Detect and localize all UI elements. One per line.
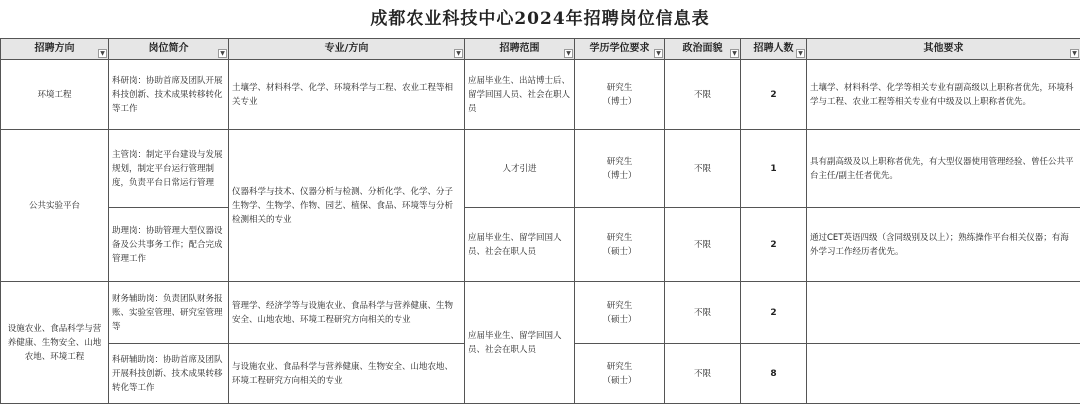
header-label: 学历学位要求	[589, 43, 650, 54]
count-cell[interactable]: 8	[741, 344, 807, 404]
header-label: 岗位简介	[148, 43, 189, 54]
scope-cell[interactable]: 应届毕业生、留学回国人员、社会在职人员	[465, 208, 575, 282]
count-cell[interactable]: 2	[741, 208, 807, 282]
header-intro[interactable]	[109, 39, 229, 60]
degree-level: 研究生	[606, 82, 633, 93]
intro-cell[interactable]: 科研岗：协助首席及团队开展科技创新、技术成果转移转化等工作	[109, 60, 229, 130]
degree-type: （硕士）	[602, 246, 637, 257]
filter-dropdown-icon[interactable]: ▼	[454, 49, 463, 58]
header-label: 招聘人数	[753, 43, 794, 54]
intro-cell[interactable]: 主管岗：制定平台建设与发展规划，制定平台运行管理制度，负责平台日常运行管理	[109, 130, 229, 208]
scope-cell[interactable]: 应届毕业生、留学回国人员、社会在职人员	[465, 282, 575, 404]
degree-cell[interactable]	[575, 208, 665, 282]
header-count[interactable]	[741, 39, 807, 60]
degree-type: （硕士）	[602, 375, 637, 386]
recruitment-table	[0, 38, 1080, 404]
intro-cell[interactable]: 科研辅助岗：协助首席及团队开展科技创新、技术成果转移转化等工作	[109, 344, 229, 404]
direction-cell[interactable]: 公共实验平台	[1, 130, 109, 282]
degree-cell[interactable]	[575, 344, 665, 404]
filter-dropdown-icon[interactable]: ▼	[1070, 49, 1079, 58]
header-label: 专业/方向	[324, 43, 369, 54]
header-major[interactable]	[229, 39, 465, 60]
header-label: 招聘范围	[499, 43, 540, 54]
count-cell[interactable]: 1	[741, 130, 807, 208]
degree-type: （博士）	[602, 170, 637, 181]
header-other[interactable]	[807, 39, 1080, 60]
header-label: 政治面貌	[682, 43, 723, 54]
degree-cell[interactable]	[575, 282, 665, 344]
major-cell[interactable]: 土壤学、材料科学、化学、环境科学与工程、农业工程等相关专业	[229, 60, 465, 130]
header-direction[interactable]	[1, 39, 109, 60]
degree-cell[interactable]	[575, 60, 665, 130]
major-cell[interactable]: 仪器科学与技术、仪器分析与检测、分析化学、化学、分子生物学、生物学、作物、园艺、植保、食品、环境等与分析检测相关的专业	[229, 130, 465, 282]
other-cell[interactable]: 土壤学、材料科学、化学等相关专业有副高级以上职称者优先，环境科学与工程、农业工程等相关专业有中级及以上职称者优先。	[807, 60, 1080, 130]
header-label: 其他要求	[923, 43, 964, 54]
major-cell[interactable]: 管理学、经济学等与设施农业、食品科学与营养健康、生物安全、山地农地、环境工程研究方向相关的专业	[229, 282, 465, 344]
political-cell[interactable]: 不限	[665, 282, 741, 344]
major-cell[interactable]: 与设施农业、食品科学与营养健康、生物安全、山地农地、环境工程研究方向相关的专业	[229, 344, 465, 404]
table-row	[1, 130, 1080, 208]
degree-type: （博士）	[602, 96, 637, 107]
filter-dropdown-icon[interactable]: ▼	[564, 49, 573, 58]
other-cell[interactable]: 通过CET英语四级（含同级别及以上）；熟练操作平台相关仪器；有海外学习工作经历者优先。	[807, 208, 1080, 282]
degree-level: 研究生	[606, 156, 633, 167]
table-header-row	[1, 39, 1080, 60]
political-cell[interactable]: 不限	[665, 208, 741, 282]
political-cell[interactable]: 不限	[665, 344, 741, 404]
table-row	[1, 60, 1080, 130]
intro-cell[interactable]: 助理岗：协助管理大型仪器设备及公共事务工作；配合完成管理工作	[109, 208, 229, 282]
other-cell[interactable]: 具有副高级及以上职称者优先，有大型仪器使用管理经验、曾任公共平台主任/副主任者优先。	[807, 130, 1080, 208]
count-cell[interactable]: 2	[741, 60, 807, 130]
filter-dropdown-icon[interactable]: ▼	[730, 49, 739, 58]
header-label: 招聘方向	[34, 43, 75, 54]
filter-dropdown-icon[interactable]: ▼	[98, 49, 107, 58]
header-degree[interactable]	[575, 39, 665, 60]
political-cell[interactable]: 不限	[665, 60, 741, 130]
degree-level: 研究生	[606, 300, 633, 311]
other-cell[interactable]	[807, 282, 1080, 344]
header-scope[interactable]	[465, 39, 575, 60]
filter-dropdown-icon[interactable]: ▼	[218, 49, 227, 58]
scope-cell[interactable]: 应届毕业生、出站博士后、留学回国人员、社会在职人员	[465, 60, 575, 130]
count-cell[interactable]: 2	[741, 282, 807, 344]
header-political[interactable]	[665, 39, 741, 60]
filter-dropdown-icon[interactable]: ▼	[654, 49, 663, 58]
degree-type: （硕士）	[602, 314, 637, 325]
degree-level: 研究生	[606, 232, 633, 243]
degree-level: 研究生	[606, 361, 633, 372]
degree-cell[interactable]	[575, 130, 665, 208]
filter-dropdown-icon[interactable]: ▼	[796, 49, 805, 58]
direction-cell[interactable]: 环境工程	[1, 60, 109, 130]
other-cell[interactable]	[807, 344, 1080, 404]
political-cell[interactable]: 不限	[665, 130, 741, 208]
page-title: 成都农业科技中心2024年招聘岗位信息表	[370, 9, 710, 29]
intro-cell[interactable]: 财务辅助岗：负责团队财务报账、实验室管理、研究室管理等	[109, 282, 229, 344]
direction-cell[interactable]: 设施农业、食品科学与营养健康、生物安全、山地农地、环境工程	[1, 282, 109, 404]
table-row	[1, 208, 1080, 282]
table-row	[1, 282, 1080, 344]
scope-cell[interactable]: 人才引进	[465, 130, 575, 208]
